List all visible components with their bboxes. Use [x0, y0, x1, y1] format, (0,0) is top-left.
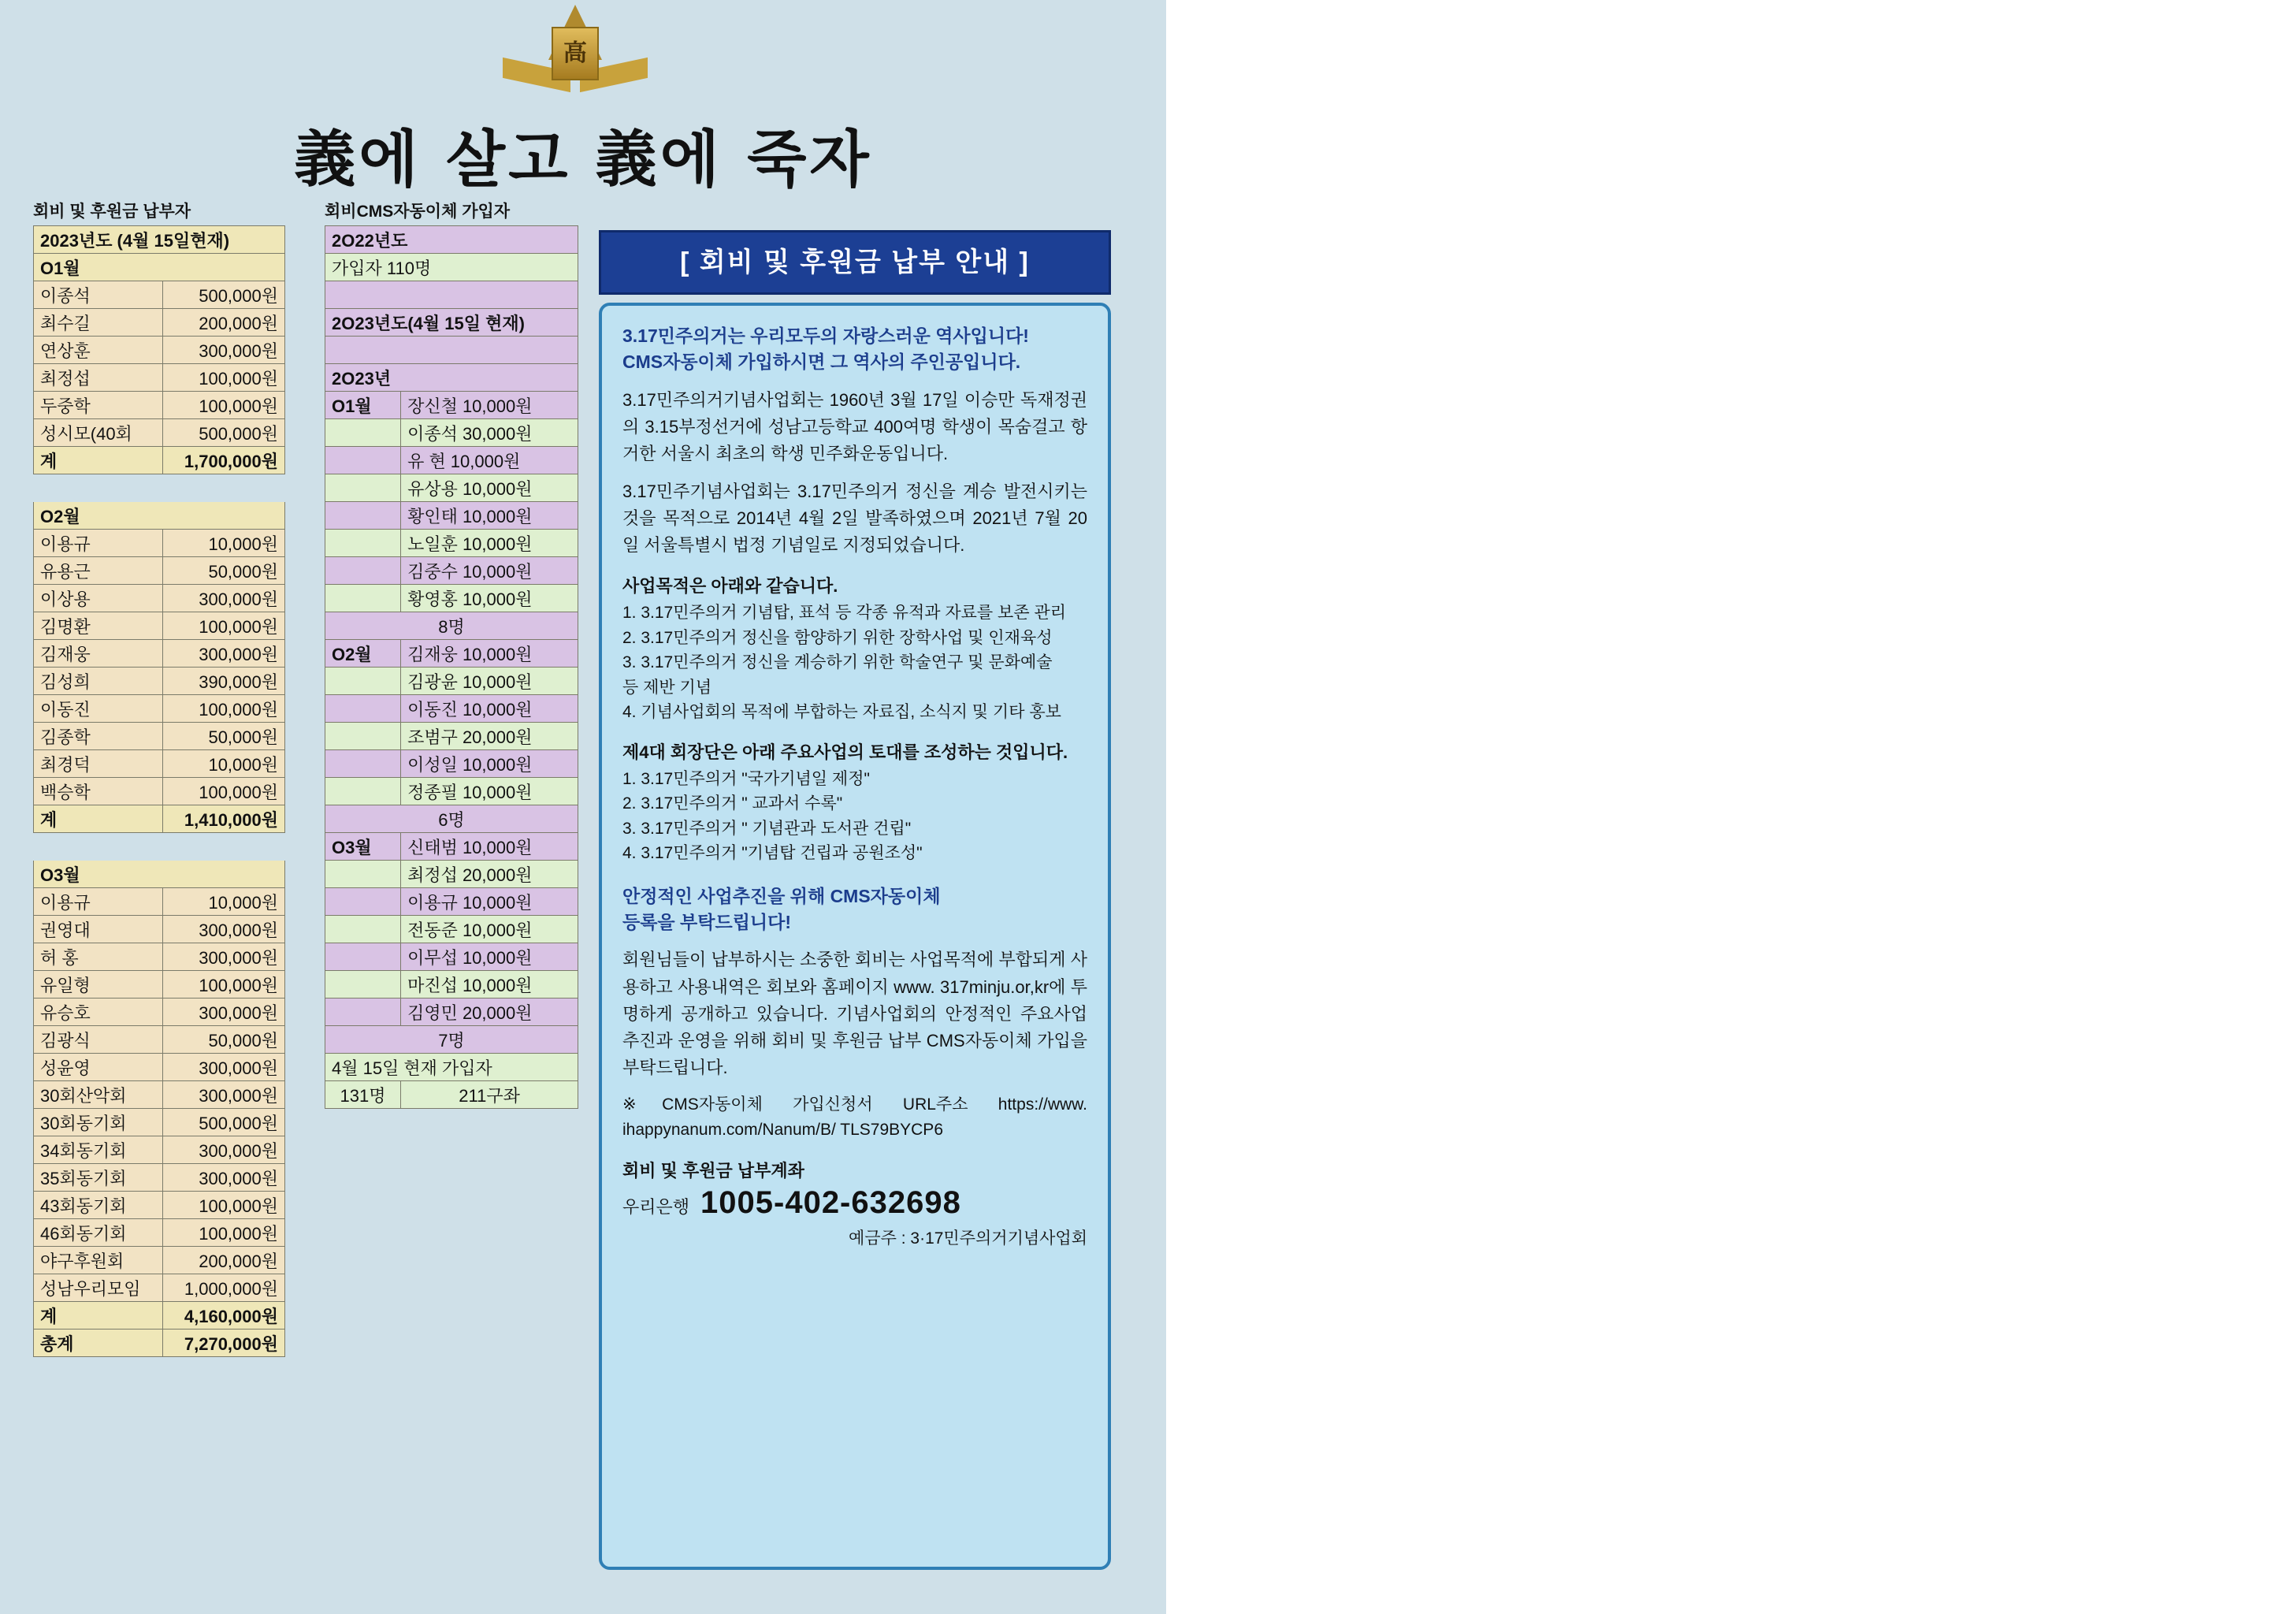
cms-spacer-cell	[325, 999, 401, 1026]
donor-amount: 300,000원	[163, 585, 285, 612]
info-panel-title-bar	[599, 230, 1111, 295]
table-row	[325, 695, 578, 723]
donor-amount: 100,000원	[163, 364, 285, 392]
donor-amount: 500,000원	[163, 281, 285, 309]
donor-name: 성남우리모임	[34, 1274, 163, 1302]
table-row	[325, 1026, 578, 1054]
panel-paragraph-1: 3.17민주의거기념사업회는 1960년 3월 17일 이승만 독재정권의 3.15부정선거에 성남고등학교 400여명 학생이 목숨걸고 항거한 서울시 최초의 학생 민주화운동입니다.	[622, 389, 1087, 463]
cms-spacer-cell	[325, 502, 401, 530]
donor-name: 이용규	[34, 888, 163, 916]
grand-total-amount: 7,270,000원	[163, 1330, 285, 1357]
cms-spacer-cell	[325, 971, 401, 999]
table-row	[34, 281, 285, 309]
cms-month-header: O1월	[325, 392, 401, 419]
board-item: 1. 3.17민주의거 "국가기념일 제정"	[622, 769, 870, 788]
donor-amount: 100,000원	[163, 392, 285, 419]
table-row	[325, 668, 578, 695]
purpose-title: 사업목적은 아래와 같습니다.	[622, 576, 838, 597]
donor-name: 이용규	[34, 530, 163, 557]
donor-name: 성시모(40회	[34, 419, 163, 447]
cms-entry: 이동진 10,000원	[401, 695, 578, 723]
cms-2022-members: 가입자 110명	[325, 254, 578, 281]
school-crest-icon	[504, 0, 646, 126]
cms-highlight-1: 안정적인 사업추진을 위해 CMS자동이체	[622, 885, 941, 906]
table-row	[34, 723, 285, 750]
table-row	[34, 337, 285, 364]
table-row	[34, 1192, 285, 1219]
donor-amount: 300,000원	[163, 337, 285, 364]
cms-spacer-cell	[325, 916, 401, 943]
donor-name: 권영대	[34, 916, 163, 943]
table-row	[325, 999, 578, 1026]
middle-column-caption: 회비CMS자동이체 가입자	[325, 203, 511, 221]
cms-entry: 김재웅 10,000원	[401, 640, 578, 668]
cms-table	[325, 225, 578, 1109]
donor-amount: 100,000원	[163, 971, 285, 999]
section-total-label: 계	[34, 447, 163, 474]
table-row	[34, 916, 285, 943]
cms-entry: 김중수 10,000원	[401, 557, 578, 585]
donor-amount: 300,000원	[163, 1136, 285, 1164]
purpose-item: 4. 기념사업회의 목적에 부합하는 자료집, 소식지 및 기타 홍보	[622, 703, 1061, 722]
table-row	[325, 750, 578, 778]
donor-name: 김명환	[34, 612, 163, 640]
donor-amount: 100,000원	[163, 1192, 285, 1219]
cms-spacer-cell	[325, 750, 401, 778]
table-row	[34, 971, 285, 999]
table-row	[325, 254, 578, 281]
donor-name: 이동진	[34, 695, 163, 723]
donor-amount: 200,000원	[163, 309, 285, 337]
cms-spacer-cell	[325, 695, 401, 723]
cms-spacer-cell	[325, 668, 401, 695]
cms-spacer-cell	[325, 474, 401, 502]
donor-amount: 200,000원	[163, 1247, 285, 1274]
table-row	[34, 1330, 285, 1357]
donor-amount: 300,000원	[163, 1164, 285, 1192]
cms-entry: 신태범 10,000원	[401, 833, 578, 861]
purpose-list	[622, 601, 1087, 725]
table-row	[325, 309, 578, 337]
spacer	[325, 337, 578, 364]
donor-amount: 300,000원	[163, 640, 285, 668]
donor-name: 김성희	[34, 668, 163, 695]
cms-highlight-2: 등록을 부탁드립니다!	[622, 912, 792, 933]
table-row	[34, 1274, 285, 1302]
panel-highlight-1: 3.17민주의거는 우리모두의 자랑스러운 역사입니다!	[622, 325, 1029, 346]
info-panel	[599, 230, 1111, 1570]
table-row	[34, 585, 285, 612]
purpose-item: 3. 3.17민주의거 정신을 계승하기 위한 학술연구 및 문화예술	[622, 653, 1053, 672]
donor-name: 이상용	[34, 585, 163, 612]
table-row	[325, 1081, 578, 1109]
donor-amount: 500,000원	[163, 419, 285, 447]
table-row	[34, 1247, 285, 1274]
cms-spacer-cell	[325, 861, 401, 888]
cms-entry: 최정섭 20,000원	[401, 861, 578, 888]
donor-name: 야구후원회	[34, 1247, 163, 1274]
cms-spacer-cell	[325, 888, 401, 916]
donor-amount: 1,000,000원	[163, 1274, 285, 1302]
spacer	[325, 281, 578, 309]
donor-name: 최경덕	[34, 750, 163, 778]
table-row	[325, 833, 578, 861]
table-row	[34, 1081, 285, 1109]
table-row	[325, 474, 578, 502]
donor-name: 연상훈	[34, 337, 163, 364]
cms-spacer-cell	[325, 447, 401, 474]
cms-entry: 이종석 30,000원	[401, 419, 578, 447]
table-row	[34, 419, 285, 447]
table-row	[325, 419, 578, 447]
cms-entry: 이성일 10,000원	[401, 750, 578, 778]
cms-spacer-cell	[325, 585, 401, 612]
table-row	[325, 640, 578, 668]
table-row	[325, 723, 578, 750]
purpose-item: 등 제반 기념	[622, 678, 712, 697]
donor-name: 두중학	[34, 392, 163, 419]
cms-entry: 유상용 10,000원	[401, 474, 578, 502]
board-item: 3. 3.17민주의거 " 기념관과 도서관 건립"	[622, 819, 912, 838]
bank-name: 우리은행	[622, 1197, 690, 1217]
cms-url-note: ※CMS자동이체 가입신청서 URL주소 https://www. ihappynanum.com/Nanum/B/ TLS79BYCP6	[622, 1095, 1087, 1140]
donor-amount: 300,000원	[163, 1054, 285, 1081]
cms-entry: 전동준 10,000원	[401, 916, 578, 943]
month-header: O1월	[34, 254, 285, 281]
table-row	[325, 971, 578, 999]
donor-name: 이종석	[34, 281, 163, 309]
cms-entry: 조범구 20,000원	[401, 723, 578, 750]
cms-spacer-cell	[325, 778, 401, 805]
table-row	[34, 778, 285, 805]
table-row	[34, 888, 285, 916]
table-row	[325, 585, 578, 612]
cms-month-header: O3월	[325, 833, 401, 861]
board-list	[622, 767, 1087, 866]
cms-entry: 이무섭 10,000원	[401, 943, 578, 971]
cms-current-members: 131명	[325, 1081, 401, 1109]
table-row	[34, 695, 285, 723]
donor-name: 최수길	[34, 309, 163, 337]
panel-highlight-2: CMS자동이체 가입하시면 그 역사의 주인공입니다.	[622, 351, 1021, 373]
cms-entry: 김광윤 10,000원	[401, 668, 578, 695]
donor-amount: 50,000원	[163, 1026, 285, 1054]
cms-current-accounts: 211구좌	[401, 1081, 578, 1109]
cms-spacer-cell	[325, 530, 401, 557]
donor-amount: 300,000원	[163, 943, 285, 971]
table-row	[34, 309, 285, 337]
section-total-amount: 1,410,000원	[163, 805, 285, 833]
table-row	[325, 337, 578, 364]
purpose-item: 1. 3.17민주의거 기념탑, 표석 등 각종 유적과 자료를 보존 관리	[622, 604, 1067, 623]
board-item: 4. 3.17민주의거 "기념탑 건립과 공원조성"	[622, 844, 923, 863]
table-row	[325, 392, 578, 419]
account-number: 1005-402-632698	[700, 1185, 961, 1220]
donor-name: 유용근	[34, 557, 163, 585]
donor-amount: 100,000원	[163, 778, 285, 805]
donor-amount: 100,000원	[163, 1219, 285, 1247]
donor-amount: 300,000원	[163, 916, 285, 943]
donor-name: 김종학	[34, 723, 163, 750]
cms-entry: 이용규 10,000원	[401, 888, 578, 916]
poster-header	[0, 0, 1166, 221]
table-row	[34, 1219, 285, 1247]
donor-name: 35회동기회	[34, 1164, 163, 1192]
cms-entry: 황영홍 10,000원	[401, 585, 578, 612]
crest-character: 高	[552, 27, 599, 80]
board-item: 2. 3.17민주의거 " 교과서 수록"	[622, 794, 843, 813]
donor-name: 김광식	[34, 1026, 163, 1054]
donor-name: 30회산악회	[34, 1081, 163, 1109]
table-row	[325, 778, 578, 805]
account-row	[622, 1185, 1087, 1221]
table-row	[34, 1302, 285, 1330]
donor-amount: 100,000원	[163, 695, 285, 723]
cms-month-count: 7명	[325, 1026, 578, 1054]
table-row	[34, 226, 285, 254]
table-row	[325, 916, 578, 943]
cms-current-label: 4월 15일 현재 가입자	[325, 1054, 578, 1081]
donor-name: 34회동기회	[34, 1136, 163, 1164]
table-row	[34, 1109, 285, 1136]
table-row	[34, 1164, 285, 1192]
table-row	[325, 612, 578, 640]
grand-total-label: 총계	[34, 1330, 163, 1357]
table-row	[34, 668, 285, 695]
table-row	[34, 392, 285, 419]
donor-name: 46회동기회	[34, 1219, 163, 1247]
table-row	[34, 805, 285, 833]
table-row	[34, 364, 285, 392]
section-total-amount: 1,700,000원	[163, 447, 285, 474]
table-row	[34, 530, 285, 557]
donor-amount: 10,000원	[163, 530, 285, 557]
spacer	[34, 474, 285, 502]
payment-table	[33, 225, 285, 1357]
table-row	[34, 447, 285, 474]
donor-name: 김재웅	[34, 640, 163, 668]
table-row	[34, 750, 285, 778]
cms-entry: 김영민 20,000원	[401, 999, 578, 1026]
cms-spacer-cell	[325, 557, 401, 585]
table-row	[34, 1026, 285, 1054]
cms-month-count: 6명	[325, 805, 578, 833]
table-row	[34, 943, 285, 971]
table-row	[325, 502, 578, 530]
donor-amount: 390,000원	[163, 668, 285, 695]
account-label: 회비 및 후원금 납부계좌	[622, 1161, 804, 1181]
account-owner: 예금주 : 3·17민주의거기념사업회	[849, 1229, 1087, 1248]
table-row	[325, 447, 578, 474]
donor-amount: 100,000원	[163, 612, 285, 640]
section-total-amount: 4,160,000원	[163, 1302, 285, 1330]
donor-name: 30회동기회	[34, 1109, 163, 1136]
info-panel-body	[599, 303, 1111, 1570]
donor-amount: 300,000원	[163, 999, 285, 1026]
table-row	[325, 530, 578, 557]
cms-2022-header: 2O22년도	[325, 226, 578, 254]
panel-paragraph-2: 3.17민주기념사업회는 3.17민주의거 정신을 계승 발전시키는 것을 목적으로 2014년 4월 2일 발족하였으며 2021년 7월 20일 서울특별시 법정 기념일로 지정되었습니다.	[622, 481, 1087, 556]
table-row	[34, 999, 285, 1026]
donor-name: 성윤영	[34, 1054, 163, 1081]
table-row	[34, 1054, 285, 1081]
poster-slogan: 義에 살고 義에 죽자	[294, 124, 872, 195]
table-row	[34, 833, 285, 861]
cms-month-count: 8명	[325, 612, 578, 640]
panel-paragraph-3: 회원님들이 납부하시는 소중한 회비는 사업목적에 부합되게 사용하고 사용내역은 회보와 홈페이지 www. 317minju.or,kr에 투명하게 공개하고 있습니다. 기념사업회의 안정적인 주요사업 추진과 운영을 위해 회비 및 후원금 납부 CMS자동이체 가입을 부탁드립니다.	[622, 950, 1087, 1077]
donor-name: 유일형	[34, 971, 163, 999]
donor-amount: 10,000원	[163, 888, 285, 916]
table-row	[34, 502, 285, 530]
donor-amount: 500,000원	[163, 1109, 285, 1136]
cms-2023-label: 2O23년	[325, 364, 578, 392]
cms-entry: 황인태 10,000원	[401, 502, 578, 530]
donor-amount: 50,000원	[163, 557, 285, 585]
table-row	[325, 805, 578, 833]
table-row	[34, 474, 285, 502]
spacer	[34, 833, 285, 861]
section-total-label: 계	[34, 805, 163, 833]
month-header: O2월	[34, 502, 285, 530]
table-row	[325, 281, 578, 309]
table-row	[325, 943, 578, 971]
donor-amount: 10,000원	[163, 750, 285, 778]
table-row	[325, 888, 578, 916]
donor-name: 최정섭	[34, 364, 163, 392]
donor-name: 유승호	[34, 999, 163, 1026]
table-row	[325, 364, 578, 392]
cms-entry: 정종필 10,000원	[401, 778, 578, 805]
donor-name: 허 홍	[34, 943, 163, 971]
cms-entry: 마진섭 10,000원	[401, 971, 578, 999]
table-row	[34, 1136, 285, 1164]
donor-amount: 50,000원	[163, 723, 285, 750]
table-row	[34, 612, 285, 640]
table-row	[34, 254, 285, 281]
cms-entry: 유 현 10,000원	[401, 447, 578, 474]
cms-entry: 장신철 10,000원	[401, 392, 578, 419]
donor-amount: 300,000원	[163, 1081, 285, 1109]
section-total-label: 계	[34, 1302, 163, 1330]
donor-name: 43회동기회	[34, 1192, 163, 1219]
purpose-item: 2. 3.17민주의거 정신을 함양하기 위한 장학사업 및 인재육성	[622, 628, 1053, 647]
year-header: 2023년도 (4월 15일현재)	[34, 226, 285, 254]
table-row	[325, 557, 578, 585]
cms-month-header: O2월	[325, 640, 401, 668]
board-title: 제4대 회장단은 아래 주요사업의 토대를 조성하는 것입니다.	[622, 742, 1068, 762]
cms-2023-header: 2O23년도(4월 15일 현재)	[325, 309, 578, 337]
table-row	[34, 640, 285, 668]
cms-spacer-cell	[325, 943, 401, 971]
left-column-caption: 회비 및 후원금 납부자	[33, 203, 191, 221]
info-panel-title: [ 회비 및 후원금 납부 안내 ]	[680, 247, 1030, 277]
table-row	[325, 226, 578, 254]
table-row	[34, 557, 285, 585]
table-row	[325, 1054, 578, 1081]
table-row	[34, 861, 285, 888]
donor-name: 백승학	[34, 778, 163, 805]
cms-spacer-cell	[325, 419, 401, 447]
table-row	[325, 861, 578, 888]
cms-spacer-cell	[325, 723, 401, 750]
cms-entry: 노일훈 10,000원	[401, 530, 578, 557]
month-header: O3월	[34, 861, 285, 888]
